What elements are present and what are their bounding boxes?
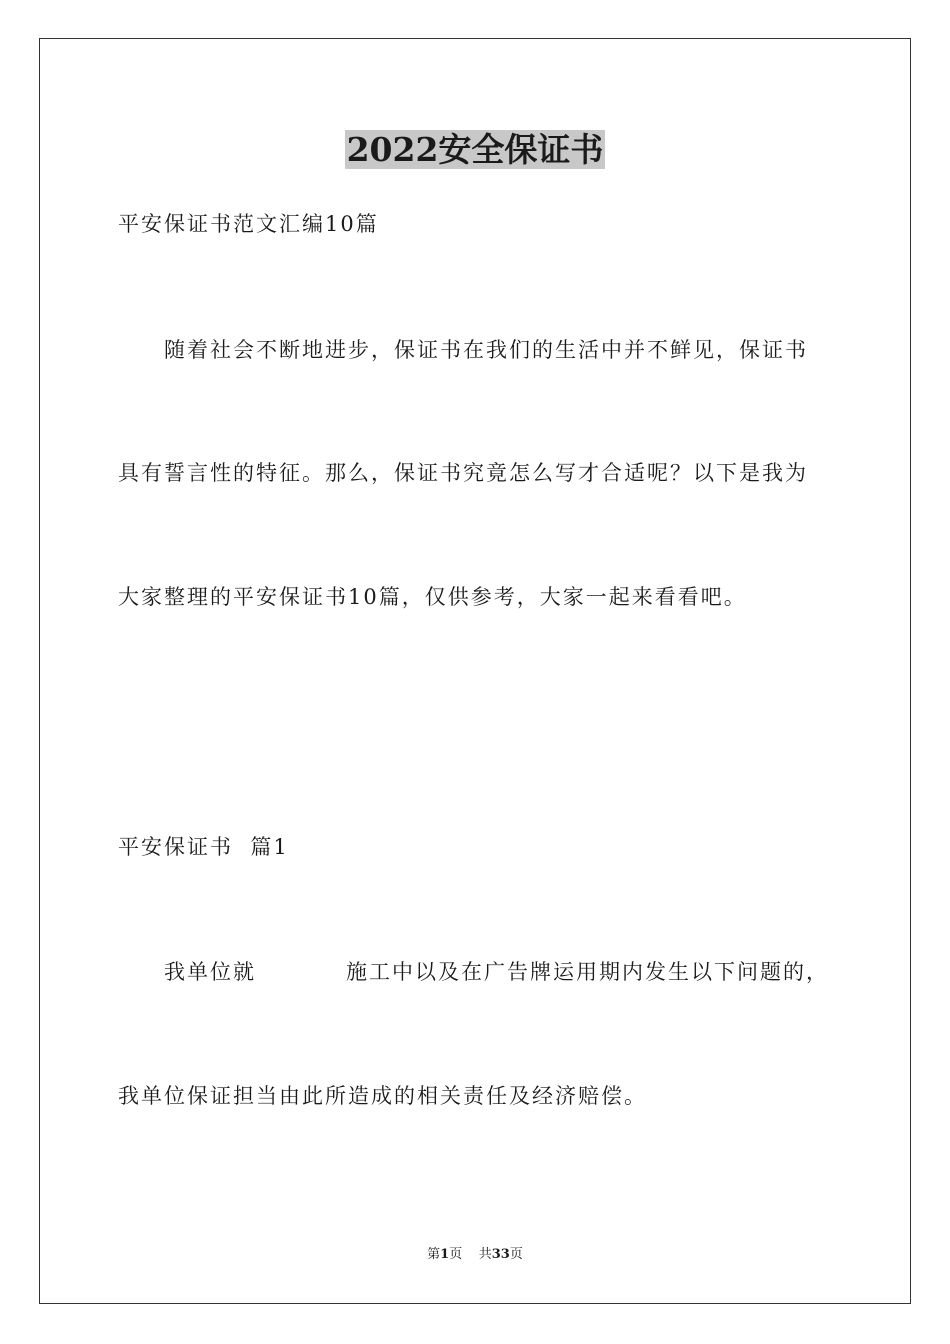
intro-line-1: 随着社会不断地进步，保证书在我们的生活中并不鲜见，保证书 [164, 338, 808, 362]
body-line-2: 我单位保证担当由此所造成的相关责任及经济赔偿。 [118, 1084, 647, 1108]
footer-total-pages: 33 [491, 1247, 510, 1262]
body-line-1-start: 我单位就 [164, 960, 256, 984]
footer-total-suffix: 页 [509, 1247, 523, 1262]
document-title-block [0, 128, 950, 172]
document-subtitle: 平安保证书范文汇编10篇 [118, 212, 379, 236]
footer-page-suffix: 页 [449, 1247, 463, 1262]
body-line-1 [164, 957, 829, 987]
intro-line-2: 具有誓言性的特征。那么，保证书究竟怎么写才合适呢？以下是我为 [118, 461, 808, 485]
page-footer [0, 1246, 950, 1264]
footer-total-prefix: 共 [478, 1247, 492, 1262]
footer-page-number: 1 [440, 1247, 450, 1262]
intro-line-3: 大家整理的平安保证书10篇，仅供参考，大家一起来看看吧。 [118, 585, 747, 609]
body-line-1-end: 施工中以及在广告牌运用期内发生以下问题的， [346, 960, 829, 984]
document-title: 2022安全保证书 [346, 130, 604, 169]
footer-page-prefix: 第 [427, 1247, 441, 1262]
section-heading: 平安保证书 篇1 [118, 835, 289, 859]
